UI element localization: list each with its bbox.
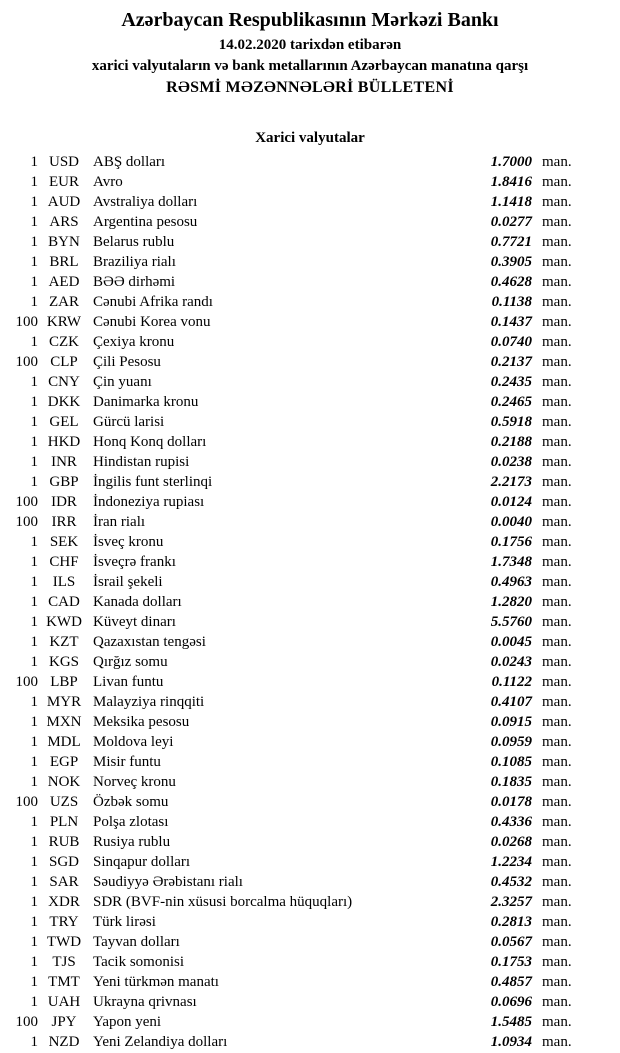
quantity-cell: 1 xyxy=(30,854,38,870)
quantity-cell: 1 xyxy=(30,574,38,590)
unit-cell: man. xyxy=(542,634,572,650)
currency-name-cell: Avstraliya dolları xyxy=(93,194,198,210)
quantity-cell: 1 xyxy=(30,934,38,950)
unit-cell: man. xyxy=(542,834,572,850)
bank-title: Azərbaycan Respublikasının Mərkəzi Bankı xyxy=(121,9,499,31)
quantity-cell: 1 xyxy=(30,694,38,710)
unit-cell: man. xyxy=(542,454,572,470)
quantity-cell: 1 xyxy=(30,214,38,230)
unit-cell: man. xyxy=(542,774,572,790)
currency-name-cell: Danimarka kronu xyxy=(93,394,199,410)
currency-name-cell: Argentina pesosu xyxy=(93,214,198,230)
table-row xyxy=(0,952,578,972)
currency-code-cell: RUB xyxy=(48,834,80,850)
currency-name-cell: İsrail şekeli xyxy=(93,574,163,590)
currency-code-cell: GEL xyxy=(49,414,79,430)
table-row xyxy=(0,672,578,692)
currency-name-cell: Qazaxıstan tengəsi xyxy=(93,634,206,650)
rate-cell: 0.0238 xyxy=(490,454,532,470)
table-row xyxy=(0,312,578,332)
currency-name-cell: Belarus rublu xyxy=(93,234,175,250)
quantity-cell: 100 xyxy=(15,494,38,510)
currency-name-cell: Özbək somu xyxy=(93,794,169,810)
table-row xyxy=(0,192,578,212)
currency-code-cell: KZT xyxy=(49,634,79,650)
table-row xyxy=(0,712,578,732)
rate-cell: 0.2188 xyxy=(490,434,532,450)
quantity-cell: 1 xyxy=(30,194,38,210)
table-row xyxy=(0,152,578,172)
currency-code-cell: CHF xyxy=(49,554,79,570)
unit-cell: man. xyxy=(542,314,572,330)
table-row xyxy=(0,212,578,232)
currency-name-cell: Tacik somonisi xyxy=(93,954,185,970)
currency-code-cell: KGS xyxy=(48,654,79,670)
table-row xyxy=(0,812,578,832)
unit-cell: man. xyxy=(542,714,572,730)
unit-cell: man. xyxy=(542,194,572,210)
table-row xyxy=(0,612,578,632)
currency-code-cell: DKK xyxy=(47,394,81,410)
currency-name-cell: Sinqapur dolları xyxy=(93,854,191,870)
rate-cell: 0.2137 xyxy=(490,354,532,370)
table-row xyxy=(0,292,578,312)
unit-cell: man. xyxy=(542,414,572,430)
table-row xyxy=(0,412,578,432)
currency-code-cell: BYN xyxy=(48,234,80,250)
unit-cell: man. xyxy=(542,174,572,190)
quantity-cell: 1 xyxy=(30,254,38,270)
currency-code-cell: UAH xyxy=(47,994,81,1010)
unit-cell: man. xyxy=(542,294,572,310)
currency-code-cell: MYR xyxy=(46,694,82,710)
currency-code-cell: KWD xyxy=(46,614,82,630)
table-row xyxy=(0,652,578,672)
quantity-cell: 1 xyxy=(30,534,38,550)
table-row xyxy=(0,1012,578,1032)
currency-code-cell: ZAR xyxy=(49,294,79,310)
currency-code-cell: CZK xyxy=(49,334,79,350)
unit-cell: man. xyxy=(542,234,572,250)
rate-cell: 0.1753 xyxy=(490,954,532,970)
rate-cell: 1.8416 xyxy=(490,174,532,190)
rate-cell: 0.1085 xyxy=(490,754,532,770)
currency-name-cell: Tayvan dolları xyxy=(93,934,180,950)
currency-name-cell: Çili Pesosu xyxy=(93,354,161,370)
currency-name-cell: SDR (BVF-nin xüsusi borcalma hüquqları) xyxy=(93,894,353,910)
table-row xyxy=(0,692,578,712)
quantity-cell: 100 xyxy=(15,674,38,690)
rate-cell: 0.0959 xyxy=(490,734,532,750)
table-row xyxy=(0,832,578,852)
unit-cell: man. xyxy=(542,394,572,410)
currency-code-cell: NOK xyxy=(47,774,81,790)
quantity-cell: 1 xyxy=(30,474,38,490)
currency-code-cell: XDR xyxy=(48,894,80,910)
quantity-cell: 1 xyxy=(30,834,38,850)
table-row xyxy=(0,912,578,932)
currency-name-cell: Türk lirəsi xyxy=(93,914,156,930)
unit-cell: man. xyxy=(542,474,572,490)
quantity-cell: 1 xyxy=(30,454,38,470)
currency-code-cell: ILS xyxy=(52,574,76,590)
table-row xyxy=(0,272,578,292)
unit-cell: man. xyxy=(542,334,572,350)
quantity-cell: 100 xyxy=(15,794,38,810)
table-row xyxy=(0,792,578,812)
unit-cell: man. xyxy=(542,934,572,950)
section-title-foreign-currencies: Xarici valyutalar xyxy=(255,130,365,146)
unit-cell: man. xyxy=(542,894,572,910)
quantity-cell: 1 xyxy=(30,334,38,350)
quantity-cell: 1 xyxy=(30,814,38,830)
currency-table-body xyxy=(0,152,620,1052)
currency-code-cell: BRL xyxy=(49,254,79,270)
quantity-cell: 1 xyxy=(30,174,38,190)
unit-cell: man. xyxy=(542,534,572,550)
currency-name-cell: Cənubi Afrika randı xyxy=(93,294,213,310)
currency-name-cell: Cənubi Korea vonu xyxy=(93,314,211,330)
currency-name-cell: Çexiya kronu xyxy=(93,334,175,350)
unit-cell: man. xyxy=(542,254,572,270)
quantity-cell: 1 xyxy=(30,274,38,290)
currency-code-cell: AUD xyxy=(47,194,81,210)
unit-cell: man. xyxy=(542,594,572,610)
unit-cell: man. xyxy=(542,154,572,170)
table-row xyxy=(0,552,578,572)
quantity-cell: 1 xyxy=(30,234,38,250)
currency-code-cell: CNY xyxy=(48,374,80,390)
rate-cell: 0.0915 xyxy=(490,714,532,730)
table-row xyxy=(0,252,578,272)
bulletin-title: RƏSMİ MƏZƏNNƏLƏRİ BÜLLETENİ xyxy=(166,79,454,96)
currency-code-cell: LBP xyxy=(50,674,78,690)
table-row xyxy=(0,352,578,372)
quantity-cell: 1 xyxy=(30,874,38,890)
currency-name-cell: İndoneziya rupiası xyxy=(93,494,205,510)
table-row xyxy=(0,492,578,512)
rate-cell: 0.3905 xyxy=(490,254,532,270)
rate-cell: 2.2173 xyxy=(490,474,532,490)
quantity-cell: 1 xyxy=(30,894,38,910)
rate-cell: 1.7000 xyxy=(490,154,532,170)
currency-name-cell: Rusiya rublu xyxy=(93,834,171,850)
rate-cell: 0.2813 xyxy=(490,914,532,930)
currency-name-cell: Yeni türkmən manatı xyxy=(93,974,219,990)
rate-cell: 1.5485 xyxy=(490,1014,532,1030)
quantity-cell: 1 xyxy=(30,554,38,570)
rate-cell: 1.0934 xyxy=(490,1034,532,1050)
unit-cell: man. xyxy=(542,214,572,230)
currency-name-cell: Misir funtu xyxy=(93,754,161,770)
unit-cell: man. xyxy=(542,754,572,770)
rate-cell: 5.5760 xyxy=(490,614,532,630)
currency-name-cell: Meksika pesosu xyxy=(93,714,190,730)
currency-name-cell: ABŞ dolları xyxy=(93,154,166,170)
rate-cell: 2.3257 xyxy=(490,894,532,910)
quantity-cell: 1 xyxy=(30,414,38,430)
currency-code-cell: CLP xyxy=(50,354,78,370)
rate-cell: 0.0268 xyxy=(490,834,532,850)
currency-code-cell: INR xyxy=(51,454,77,470)
quantity-cell: 1 xyxy=(30,734,38,750)
quantity-cell: 1 xyxy=(30,954,38,970)
unit-cell: man. xyxy=(542,274,572,290)
unit-cell: man. xyxy=(542,914,572,930)
table-row xyxy=(0,592,578,612)
unit-cell: man. xyxy=(542,494,572,510)
table-row xyxy=(0,992,578,1012)
table-row xyxy=(0,392,578,412)
quantity-cell: 1 xyxy=(30,714,38,730)
currency-name-cell: Norveç kronu xyxy=(93,774,176,790)
quantity-cell: 100 xyxy=(15,514,38,530)
unit-cell: man. xyxy=(542,354,572,370)
table-row xyxy=(0,752,578,772)
currency-name-cell: Yeni Zelandiya dolları xyxy=(93,1034,228,1050)
quantity-cell: 1 xyxy=(30,154,38,170)
rate-cell: 0.4857 xyxy=(490,974,532,990)
table-row xyxy=(0,772,578,792)
currency-name-cell: Ukrayna qrivnası xyxy=(93,994,197,1010)
quantity-cell: 1 xyxy=(30,754,38,770)
rate-cell: 0.0243 xyxy=(490,654,532,670)
rate-cell: 0.1756 xyxy=(490,534,532,550)
rate-cell: 0.7721 xyxy=(490,234,532,250)
table-row xyxy=(0,852,578,872)
rate-cell: 0.2435 xyxy=(490,374,532,390)
currency-name-cell: Braziliya rialı xyxy=(93,254,176,270)
currency-code-cell: USD xyxy=(48,154,79,170)
currency-name-cell: Malayziya rinqqiti xyxy=(93,694,205,710)
unit-cell: man. xyxy=(542,374,572,390)
table-row xyxy=(0,872,578,892)
document-subtitle: xarici valyutaların və bank metallarının Azərbaycan manatına qarşı xyxy=(91,58,529,74)
currency-code-cell: EGP xyxy=(49,754,79,770)
currency-name-cell: Gürcü larisi xyxy=(93,414,165,430)
table-row xyxy=(0,732,578,752)
currency-name-cell: İngilis funt sterlinqi xyxy=(93,474,213,490)
unit-cell: man. xyxy=(542,954,572,970)
quantity-cell: 1 xyxy=(30,294,38,310)
rate-cell: 0.0277 xyxy=(490,214,532,230)
quantity-cell: 1 xyxy=(30,774,38,790)
currency-code-cell: TMT xyxy=(48,974,80,990)
currency-code-cell: MXN xyxy=(46,714,82,730)
currency-code-cell: TJS xyxy=(52,954,76,970)
quantity-cell: 100 xyxy=(15,314,38,330)
rate-cell: 1.2820 xyxy=(490,594,532,610)
currency-name-cell: Səudiyyə Ərəbistanı rialı xyxy=(93,874,243,890)
currency-code-cell: SAR xyxy=(49,874,79,890)
currency-code-cell: MDL xyxy=(47,734,81,750)
table-row xyxy=(0,532,578,552)
document-header xyxy=(0,0,620,99)
quantity-cell: 100 xyxy=(15,1014,38,1030)
unit-cell: man. xyxy=(542,854,572,870)
quantity-cell: 1 xyxy=(30,1034,38,1050)
table-row xyxy=(0,432,578,452)
rate-cell: 0.0696 xyxy=(490,994,532,1010)
unit-cell: man. xyxy=(542,874,572,890)
quantity-cell: 1 xyxy=(30,374,38,390)
rate-cell: 0.0567 xyxy=(490,934,532,950)
table-row xyxy=(0,332,578,352)
unit-cell: man. xyxy=(542,974,572,990)
rate-cell: 1.7348 xyxy=(490,554,532,570)
rate-cell: 0.0178 xyxy=(490,794,532,810)
currency-name-cell: BƏƏ dirhəmi xyxy=(93,274,176,290)
rate-cell: 0.4532 xyxy=(490,874,532,890)
currency-name-cell: Honq Konq dolları xyxy=(93,434,207,450)
currency-name-cell: Yapon yeni xyxy=(93,1014,162,1030)
rate-cell: 0.0040 xyxy=(490,514,532,530)
table-row xyxy=(0,172,578,192)
rate-cell: 0.5918 xyxy=(490,414,532,430)
currency-name-cell: Moldova leyi xyxy=(93,734,174,750)
unit-cell: man. xyxy=(542,514,572,530)
quantity-cell: 1 xyxy=(30,914,38,930)
currency-code-cell: JPY xyxy=(51,1014,77,1030)
currency-name-cell: İsveç kronu xyxy=(93,534,164,550)
currency-name-cell: İran rialı xyxy=(93,514,146,530)
currency-name-cell: Avro xyxy=(93,174,123,190)
currency-code-cell: TWD xyxy=(46,934,82,950)
currency-name-cell: Çin yuanı xyxy=(93,374,152,390)
unit-cell: man. xyxy=(542,1034,572,1050)
rate-cell: 0.4628 xyxy=(490,274,532,290)
unit-cell: man. xyxy=(542,554,572,570)
unit-cell: man. xyxy=(542,614,572,630)
currency-code-cell: SEK xyxy=(49,534,79,550)
table-row xyxy=(0,632,578,652)
unit-cell: man. xyxy=(542,654,572,670)
quantity-cell: 1 xyxy=(30,634,38,650)
rate-cell: 0.4963 xyxy=(490,574,532,590)
rate-cell: 0.0740 xyxy=(490,334,532,350)
unit-cell: man. xyxy=(542,814,572,830)
rate-cell: 0.1138 xyxy=(491,294,532,310)
unit-cell: man. xyxy=(542,694,572,710)
table-row xyxy=(0,572,578,592)
unit-cell: man. xyxy=(542,674,572,690)
quantity-cell: 100 xyxy=(15,354,38,370)
currency-code-cell: IDR xyxy=(51,494,77,510)
currency-code-cell: ARS xyxy=(49,214,79,230)
quantity-cell: 1 xyxy=(30,394,38,410)
table-row xyxy=(0,892,578,912)
effective-date-line: 14.02.2020 tarixdən etibarən xyxy=(218,37,402,53)
unit-cell: man. xyxy=(542,434,572,450)
table-row xyxy=(0,1032,578,1052)
table-row xyxy=(0,972,578,992)
currency-code-cell: UZS xyxy=(49,794,79,810)
currency-code-cell: KRW xyxy=(46,314,82,330)
unit-cell: man. xyxy=(542,734,572,750)
quantity-cell: 1 xyxy=(30,614,38,630)
rate-cell: 1.1418 xyxy=(490,194,532,210)
rate-cell: 0.1835 xyxy=(490,774,532,790)
currency-code-cell: PLN xyxy=(49,814,79,830)
currency-name-cell: Kanada dolları xyxy=(93,594,182,610)
rate-cell: 0.4107 xyxy=(490,694,532,710)
rate-cell: 0.2465 xyxy=(490,394,532,410)
rate-cell: 0.4336 xyxy=(490,814,532,830)
currency-code-cell: IRR xyxy=(51,514,77,530)
currency-code-cell: SGD xyxy=(48,854,79,870)
currency-code-cell: GBP xyxy=(49,474,79,490)
currency-code-cell: CAD xyxy=(48,594,80,610)
unit-cell: man. xyxy=(542,1014,572,1030)
rate-cell: 1.2234 xyxy=(490,854,532,870)
quantity-cell: 1 xyxy=(30,974,38,990)
quantity-cell: 1 xyxy=(30,594,38,610)
currency-code-cell: HKD xyxy=(47,434,81,450)
currency-code-cell: AED xyxy=(48,274,80,290)
currency-code-cell: EUR xyxy=(49,174,79,190)
table-row xyxy=(0,452,578,472)
table-row xyxy=(0,932,578,952)
currency-name-cell: İsveçrə frankı xyxy=(93,554,176,570)
rate-cell: 0.0045 xyxy=(490,634,532,650)
quantity-cell: 1 xyxy=(30,654,38,670)
rate-cell: 0.0124 xyxy=(490,494,532,510)
currency-code-cell: NZD xyxy=(48,1034,80,1050)
unit-cell: man. xyxy=(542,994,572,1010)
currency-name-cell: Livan funtu xyxy=(93,674,164,690)
currency-name-cell: Hindistan rupisi xyxy=(93,454,190,470)
currency-name-cell: Küveyt dinarı xyxy=(93,614,176,630)
table-row xyxy=(0,512,578,532)
currency-name-cell: Qırğız somu xyxy=(93,654,168,670)
quantity-cell: 1 xyxy=(30,434,38,450)
table-row xyxy=(0,372,578,392)
rate-cell: 0.1437 xyxy=(490,314,532,330)
table-row xyxy=(0,232,578,252)
currency-code-cell: TRY xyxy=(49,914,79,930)
unit-cell: man. xyxy=(542,794,572,810)
currency-name-cell: Polşa zlotası xyxy=(93,814,169,830)
table-row xyxy=(0,472,578,492)
rate-cell: 0.1122 xyxy=(491,674,532,690)
quantity-cell: 1 xyxy=(30,994,38,1010)
unit-cell: man. xyxy=(542,574,572,590)
